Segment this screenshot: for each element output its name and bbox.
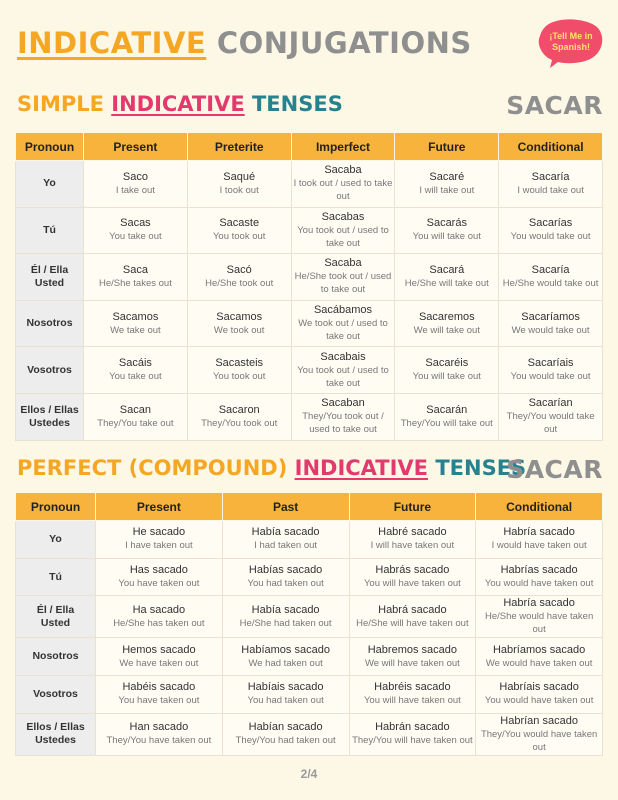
english-translation: I would have taken out [491,540,587,552]
english-translation: I had taken out [254,540,318,552]
simple-column-header: Conditional [499,133,603,161]
spanish-form: Sacáis [118,357,152,370]
table-row [16,347,603,394]
perfect-title-part1: PERFECT (COMPOUND) [17,456,288,480]
conjugation-cell [291,207,395,254]
english-translation: You had taken out [247,578,324,590]
english-translation: We took out [213,324,265,336]
conjugation-cell [84,207,188,254]
conjugation-cell [96,596,223,638]
conjugation-cell [476,638,603,676]
table-row [16,207,603,254]
pronoun-label: Tú [43,223,56,236]
spanish-form: Sacamos [216,310,263,323]
spanish-form: Sacaban [321,397,365,410]
english-translation: I will take out [419,184,475,196]
conjugation-cell [96,558,223,596]
table-row [16,254,603,301]
english-translation: We took out / used to take out [298,318,388,343]
conjugation-cell [476,676,603,714]
simple-column-header: Present [84,133,188,161]
spanish-form: Habréis sacado [374,681,451,694]
spanish-form: Saqué [223,170,256,183]
spanish-form: Sacaba [324,164,362,177]
conjugation-cell [222,521,349,559]
conjugation-cell [476,558,603,596]
pronoun-label: Vosotros [27,363,72,376]
english-translation: He/She took out / used to take out [294,271,392,296]
spanish-form: Sacaría [531,263,570,276]
page-title [17,26,472,60]
conjugation-cell [96,713,223,755]
conjugation-cell [476,596,603,638]
english-translation: He/She will take out [404,277,489,289]
conjugation-cell [349,713,476,755]
table-row [16,596,603,638]
conjugation-cell [84,300,188,347]
conjugation-cell [187,161,291,208]
conjugation-cell [499,393,603,440]
english-translation: I would take out [517,184,584,196]
pronoun-cell [16,596,96,638]
spanish-form: Sacamos [112,310,159,323]
english-translation: He/She took out [205,277,274,289]
pronoun-label: Nosotros [32,650,79,663]
simple-tenses-table [15,132,603,441]
spanish-form: Sacan [119,403,151,416]
spanish-form: Sacabais [320,350,366,363]
conjugation-cell [499,347,603,394]
conjugation-cell [96,676,223,714]
conjugation-cell [291,393,395,440]
perfect-title-part3: TENSES [435,456,527,480]
simple-column-header: Imperfect [291,133,395,161]
conjugation-cell [222,713,349,755]
table-row [16,300,603,347]
conjugation-cell [222,558,349,596]
conjugation-cell [395,207,499,254]
english-translation: You would have taken out [484,695,594,707]
conjugation-cell [187,207,291,254]
pronoun-cell [16,558,96,596]
pronoun-label: Yo [43,177,56,190]
spanish-form: Saco [122,170,148,183]
simple-table-body [16,161,603,441]
english-translation: He/She will have taken out [356,617,469,629]
english-translation: You will have taken out [363,695,461,707]
simple-column-header: Preterite [187,133,291,161]
spanish-form: Habíais sacado [247,681,324,694]
simple-title-part2: INDICATIVE [111,92,245,116]
conjugation-cell [395,254,499,301]
pronoun-cell [16,638,96,676]
english-translation: You would take out [510,371,591,383]
spanish-form: Sacarán [426,403,468,416]
pronoun-label: Tú [49,570,62,583]
pronoun-label: Vosotros [33,687,78,700]
spanish-form: Sacará [429,263,465,276]
spanish-form: Habrá sacado [378,603,447,616]
english-translation: You had taken out [247,695,324,707]
pronoun-label: Ellos / Ellas [20,403,79,416]
simple-header-row [16,133,603,161]
english-translation: I took out [219,184,259,196]
english-translation: You will have taken out [363,578,461,590]
spanish-form: Sacas [120,217,151,230]
conjugation-cell [499,300,603,347]
pronoun-cell [16,393,84,440]
spanish-form: Habías sacado [248,564,323,577]
spanish-form: Sacábamos [313,304,373,317]
spanish-form: Sacaré [429,170,465,183]
conjugation-cell [187,393,291,440]
simple-column-header: Pronoun [16,133,84,161]
english-translation: I have taken out [125,540,193,552]
conjugation-cell [84,347,188,394]
simple-title-part1: SIMPLE [17,92,104,116]
perfect-column-header: Present [96,493,223,521]
conjugation-cell [222,638,349,676]
pronoun-cell [16,254,84,301]
spanish-form: Sacaremos [418,310,475,323]
conjugation-cell [291,300,395,347]
english-translation: You took out / used to take out [297,364,389,389]
conjugation-cell [187,300,291,347]
english-translation: They/You have taken out [106,735,212,747]
perfect-column-header: Future [349,493,476,521]
conjugation-cell [187,347,291,394]
perfect-section-title [17,456,526,480]
pronoun-label: Ustedes [35,734,76,747]
pronoun-cell [16,713,96,755]
conjugation-cell [291,254,395,301]
english-translation: You will take out [412,371,481,383]
pronoun-cell [16,300,84,347]
conjugation-cell [395,393,499,440]
english-translation: I take out [115,184,155,196]
english-translation: He/She would have taken out [484,611,594,636]
pronoun-cell [16,347,84,394]
spanish-form: Habría sacado [503,526,575,539]
spanish-form: Habrías sacado [500,564,578,577]
simple-title-part3: TENSES [251,92,343,116]
simple-verb-label: SACAR [506,91,603,120]
spanish-form: Sacarías [528,217,573,230]
conjugation-cell [291,347,395,394]
conjugation-cell [499,207,603,254]
english-translation: I will have taken out [370,540,455,552]
english-translation: He/She had taken out [239,617,332,629]
pronoun-label: Ellos / Ellas [26,721,85,734]
spanish-form: Habrán sacado [375,721,450,734]
perfect-column-header: Past [222,493,349,521]
spanish-form: Habíamos sacado [241,643,330,656]
perfect-column-header: Conditional [476,493,603,521]
spanish-form: Sacasteis [215,357,264,370]
perfect-table-body [16,521,603,756]
english-translation: They/You will take out [400,417,493,429]
conjugation-cell [84,393,188,440]
logo-text-line1: ¡Tell Me in [549,31,593,41]
spanish-form: Habré sacado [378,526,447,539]
english-translation: You took out [212,371,266,383]
spanish-form: Saca [122,263,148,276]
english-translation: We would take out [511,324,590,336]
perfect-column-header: Pronoun [16,493,96,521]
spanish-form: Sacaríamos [521,310,580,323]
english-translation: They/You had taken out [235,735,336,747]
spanish-form: Sacarás [426,217,467,230]
spanish-form: Sacaréis [425,357,469,370]
spanish-form: Había sacado [251,526,320,539]
spanish-form: Hemos sacado [122,643,196,656]
spanish-form: Había sacado [251,603,320,616]
perfect-header-row [16,493,603,521]
page-number: 2/4 [300,767,318,781]
english-translation: He/She has taken out [113,617,205,629]
english-translation: We take out [110,324,161,336]
spanish-form: Habrían sacado [500,714,578,727]
spanish-form: Sacó [226,263,252,276]
spanish-form: Habían sacado [248,721,323,734]
conjugation-cell [187,254,291,301]
spanish-form: Habremos sacado [367,643,458,656]
conjugation-cell [349,521,476,559]
spanish-form: Habríamos sacado [492,643,586,656]
english-translation: You have taken out [118,695,200,707]
simple-column-header: Future [395,133,499,161]
english-translation: We will have taken out [364,657,460,669]
logo-text-line2: Spanish! [551,42,591,52]
english-translation: They/You would have taken out [480,728,598,753]
english-translation: You took out [212,231,266,243]
english-translation: They/You would take out [506,411,595,436]
english-translation: You take out [109,371,162,383]
tell-me-in-spanish-logo [536,18,604,68]
pronoun-label: Nosotros [26,317,73,330]
pronoun-label: Yo [49,532,62,545]
pronoun-label: Él / Ella [36,603,75,616]
conjugation-cell [349,676,476,714]
conjugation-cell [499,161,603,208]
spanish-form: Habéis sacado [122,681,196,694]
title-word-indicative: INDICATIVE [17,26,207,60]
pronoun-label: Él / Ella [30,263,69,276]
table-row [16,638,603,676]
english-translation: They/You take out [97,417,174,429]
english-translation: I took out / used to take out [293,178,393,203]
spanish-form: Has sacado [129,564,188,577]
spanish-form: Ha sacado [132,603,186,616]
conjugation-cell [349,596,476,638]
spanish-form: Han sacado [129,721,189,734]
spanish-form: Sacaron [218,403,260,416]
spanish-form: Sacarían [528,397,573,410]
table-row [16,558,603,596]
english-translation: He/She takes out [98,277,172,289]
english-translation: They/You took out [201,417,278,429]
pronoun-cell [16,521,96,559]
table-row [16,713,603,755]
conjugation-cell [84,161,188,208]
table-row [16,676,603,714]
conjugation-cell [476,521,603,559]
pronoun-cell [16,676,96,714]
table-row [16,393,603,440]
conjugation-cell [96,521,223,559]
spanish-form: He sacado [132,526,186,539]
english-translation: You have taken out [118,578,200,590]
english-translation: You take out [109,231,162,243]
english-translation: We will take out [413,324,480,336]
conjugation-cell [395,300,499,347]
conjugation-cell [395,161,499,208]
simple-section-title [17,92,343,116]
conjugation-cell [291,161,395,208]
english-translation: He/She would take out [502,277,599,289]
perfect-title-part2: INDICATIVE [294,456,429,480]
spanish-form: Habríais sacado [499,681,579,694]
english-translation: You would take out [510,231,591,243]
conjugation-cell [84,254,188,301]
spanish-form: Habrás sacado [375,564,450,577]
english-translation: We have taken out [119,657,199,669]
pronoun-cell [16,161,84,208]
perfect-tenses-table [15,492,603,756]
conjugation-cell [476,713,603,755]
english-translation: You would have taken out [484,578,594,590]
pronoun-label: Usted [34,276,65,289]
english-translation: They/You will have taken out [352,735,473,747]
conjugation-cell [395,347,499,394]
perfect-verb-label: SACAR [506,455,603,484]
spanish-form: Sacaríais [527,357,574,370]
spanish-form: Sacaste [219,217,260,230]
conjugation-cell [349,638,476,676]
conjugation-cell [222,676,349,714]
table-row [16,521,603,559]
pronoun-label: Usted [40,616,71,629]
spanish-form: Sacaba [324,257,362,270]
spanish-form: Sacabas [321,210,365,223]
conjugation-cell [499,254,603,301]
pronoun-label: Ustedes [29,416,70,429]
english-translation: We had taken out [248,657,323,669]
english-translation: You will take out [412,231,481,243]
title-word-conjugations: CONJUGATIONS [216,26,472,60]
spanish-form: Sacaría [531,170,570,183]
pronoun-cell [16,207,84,254]
conjugation-cell [349,558,476,596]
table-row [16,161,603,208]
conjugation-cell [96,638,223,676]
english-translation: You took out / used to take out [297,224,389,249]
english-translation: We would have taken out [485,657,593,669]
conjugation-cell [222,596,349,638]
spanish-form: Habría sacado [503,597,575,610]
english-translation: They/You took out / used to take out [302,411,384,436]
